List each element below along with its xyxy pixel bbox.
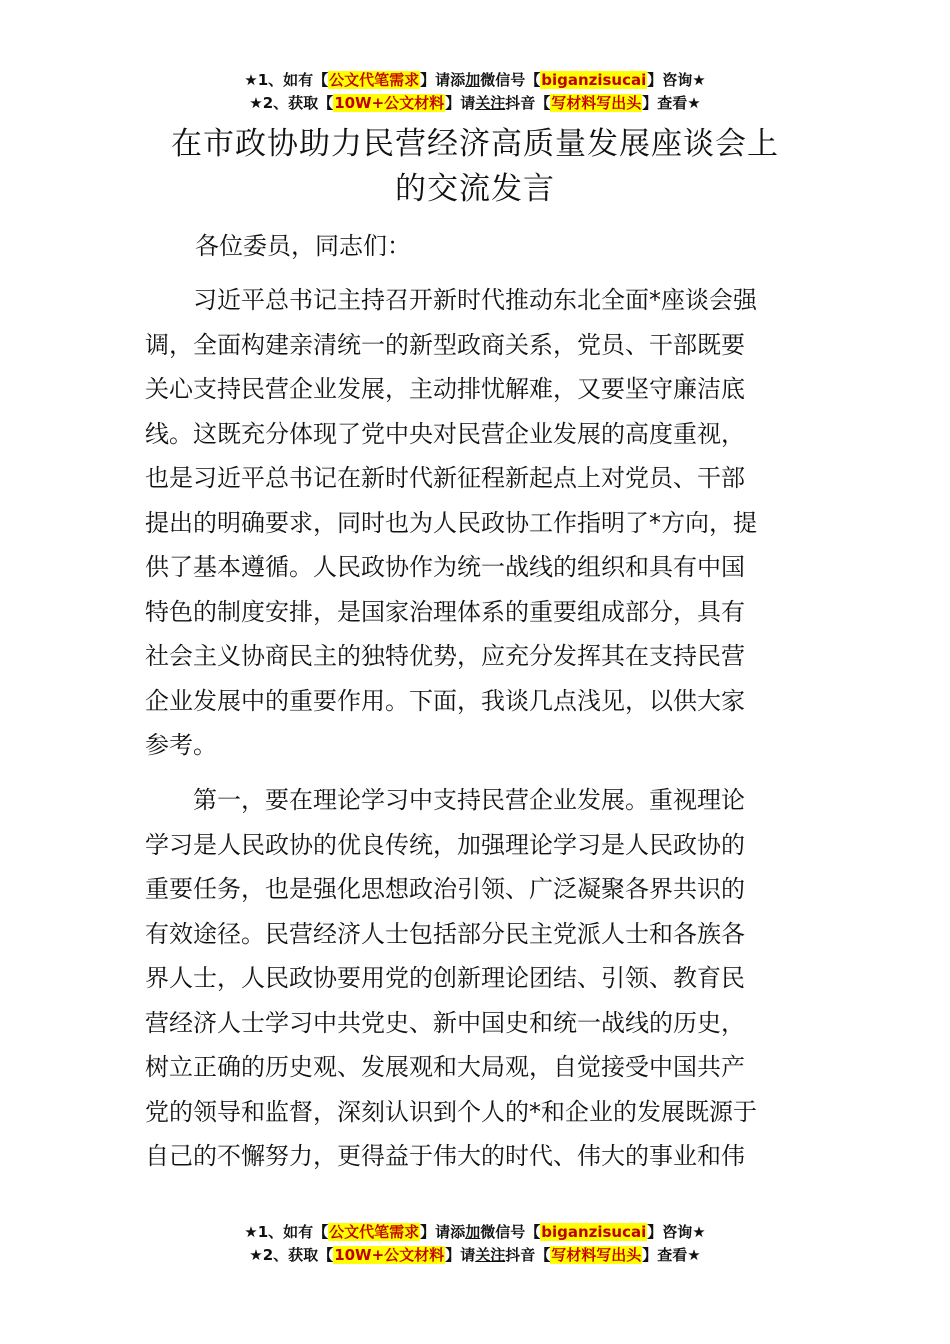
banner-highlight: 10W+公文材料 — [334, 94, 445, 112]
text-line: 调，全面构建亲清统一的新型政商关系，党员、干部既要 — [145, 330, 745, 359]
bottom-banner — [0, 1221, 950, 1267]
banner-highlight: biganzisucai — [541, 1223, 647, 1241]
text-line: 参考。 — [145, 731, 217, 759]
text-line: 党的领导和监督，深刻认识到个人的*和企业的发展既源于 — [145, 1097, 757, 1126]
salutation: 各位委员，同志们： — [195, 232, 411, 260]
banner-text: 】请 — [445, 1246, 476, 1264]
banner-text: ★1、如有【 — [244, 71, 329, 89]
title-line-2: 的交流发言 — [395, 171, 555, 207]
text-line: 习近平总书记主持召开新时代推动东北全面*座谈会强 — [145, 286, 757, 314]
banner-highlight: 10W+公文材料 — [334, 1246, 445, 1264]
banner-text: 】查看★ — [642, 1246, 701, 1264]
banner-text: 微信号【 — [480, 71, 541, 89]
banner-highlight: biganzisucai — [541, 71, 647, 89]
paragraph-intro — [145, 278, 810, 768]
text-line: 企业发展中的重要作用。下面，我谈几点浅见，以供大家 — [145, 686, 745, 715]
top-banner — [0, 69, 950, 115]
banner-text: ★1、如有【 — [244, 1223, 329, 1241]
text-line: 界人士，人民政协要用党的创新理论团结、引领、教育民 — [145, 964, 745, 992]
banner-line-1 — [0, 69, 950, 92]
banner-text: 】咨询★ — [647, 1223, 706, 1241]
text-line: 社会主义协商民主的独特优势，应充分发挥其在支持民营 — [145, 642, 745, 670]
title-line-1: 在市政协助力民营经济高质量发展座谈会上 — [171, 126, 779, 162]
text-line: 重要任务，也是强化思想政治引领、广泛凝聚各界共识的 — [145, 875, 745, 903]
banner-text: 抖音【 — [505, 1246, 551, 1264]
paragraph-first-point — [145, 778, 810, 1179]
text-line: 树立正确的历史观、发展观和大局观，自觉接受中国共产 — [145, 1053, 745, 1081]
banner-text: 】请添 — [420, 71, 466, 89]
text-line: 第一，要在理论学习中支持民营企业发展。重视理论 — [145, 786, 745, 814]
text-line: 提出的明确要求，同时也为人民政协工作指明了*方向，提 — [145, 508, 757, 537]
text-line: 线。这既充分体现了党中央对民营企业发展的高度重视， — [145, 419, 745, 448]
banner-underline: 加 — [465, 71, 481, 89]
text-line: 也是习近平总书记在新时代新征程新起点上对党员、干部 — [145, 464, 745, 492]
banner-text: 】查看★ — [642, 94, 701, 112]
banner-highlight: 写材料写出头 — [551, 1246, 642, 1264]
banner-text: 微信号【 — [480, 1223, 541, 1241]
text-line: 关心支持民营企业发展，主动排忧解难，又要坚守廉洁底 — [145, 375, 745, 403]
banner-line-2 — [0, 1244, 950, 1267]
banner-underline: 关注 — [475, 94, 506, 112]
banner-underline: 加 — [465, 1223, 481, 1241]
banner-text: ★2、获取【 — [249, 1246, 334, 1264]
banner-text: 抖音【 — [505, 94, 551, 112]
document-title — [140, 122, 810, 212]
banner-highlight: 公文代笔需求 — [329, 71, 420, 89]
banner-text: 】请添 — [420, 1223, 466, 1241]
banner-underline: 关注 — [475, 1246, 506, 1264]
text-line: 自己的不懈努力，更得益于伟大的时代、伟大的事业和伟 — [145, 1142, 745, 1170]
banner-text: 】咨询★ — [647, 71, 706, 89]
banner-highlight: 写材料写出头 — [551, 94, 642, 112]
banner-text: 】请 — [445, 94, 476, 112]
text-line: 特色的制度安排，是国家治理体系的重要组成部分，具有 — [145, 597, 745, 626]
banner-line-1 — [0, 1221, 950, 1244]
text-line: 有效途径。民营经济人士包括部分民主党派人士和各族各 — [145, 919, 745, 948]
text-line: 营经济人士学习中共党史、新中国史和统一战线的历史， — [145, 1008, 745, 1037]
banner-line-2 — [0, 92, 950, 115]
banner-highlight: 公文代笔需求 — [329, 1223, 420, 1241]
banner-text: ★2、获取【 — [249, 94, 334, 112]
text-line: 学习是人民政协的优良传统，加强理论学习是人民政协的 — [145, 830, 745, 859]
text-line: 供了基本遵循。人民政协作为统一战线的组织和具有中国 — [145, 553, 745, 581]
